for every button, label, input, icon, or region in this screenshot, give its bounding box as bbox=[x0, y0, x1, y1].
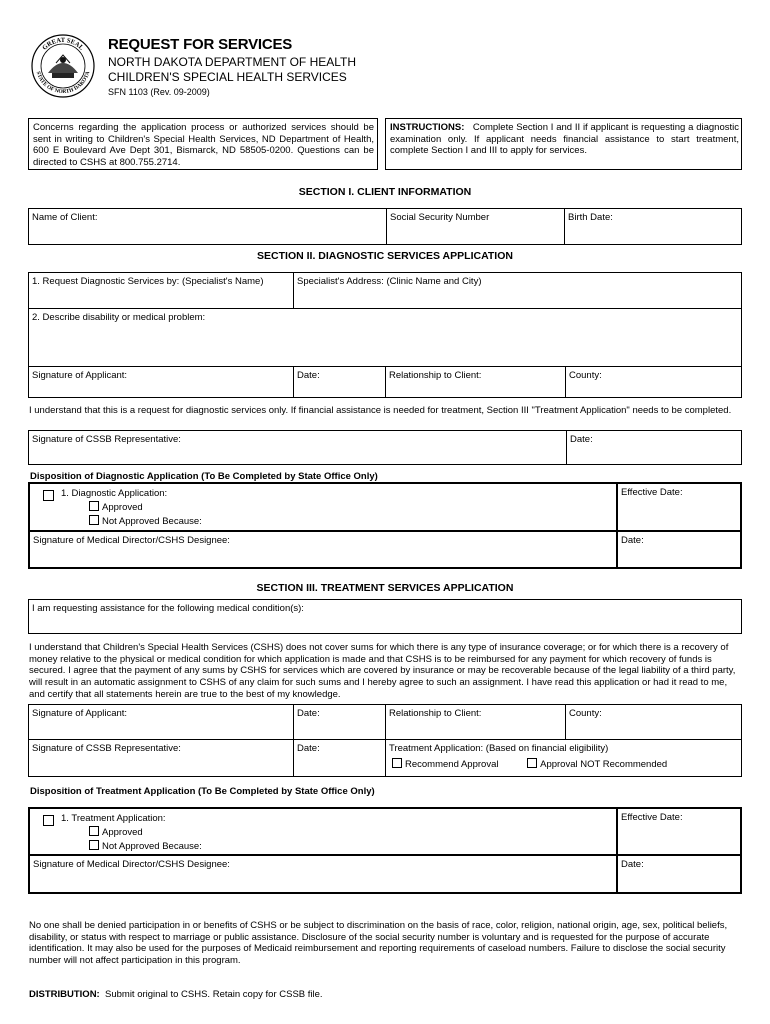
treat-not-approved-label: Not Approved Because: bbox=[102, 841, 202, 852]
distribution-line bbox=[29, 989, 743, 1001]
diag-application-checkbox[interactable] bbox=[43, 490, 54, 501]
diag-director-date-field[interactable] bbox=[616, 532, 740, 567]
department-name: NORTH DAKOTA DEPARTMENT OF HEALTH bbox=[108, 55, 357, 69]
specialist-name-field[interactable] bbox=[29, 273, 293, 308]
disp-treat-heading: Disposition of Treatment Application (To Be Completed by State Office Only) bbox=[30, 786, 375, 797]
treat-director-signature-field[interactable] bbox=[30, 856, 616, 892]
applicant-signature-label: Signature of Applicant: bbox=[32, 370, 128, 381]
treat-application-label: 1. Treatment Application: bbox=[61, 813, 166, 824]
diag-not-approved-option[interactable] bbox=[89, 515, 202, 527]
diag-director-signature-label: Signature of Medical Director/CSHS Designee: bbox=[33, 535, 230, 546]
not-recommended-label: Approval NOT Recommended bbox=[540, 759, 668, 770]
disability-label: 2. Describe disability or medical problem: bbox=[32, 312, 206, 323]
state-seal-logo bbox=[30, 33, 96, 99]
division-name: CHILDREN'S SPECIAL HEALTH SERVICES bbox=[108, 70, 347, 84]
treat-cssb-date-field[interactable] bbox=[293, 740, 385, 776]
treat-county-field[interactable] bbox=[565, 705, 741, 739]
treat-applicant-signature-field[interactable] bbox=[29, 705, 293, 739]
treat-approved-option[interactable] bbox=[89, 826, 143, 838]
instructions-box bbox=[385, 118, 742, 170]
specialist-name-label: 1. Request Diagnostic Services by: (Specialist's Name) bbox=[32, 276, 264, 287]
treat-effective-date-field[interactable] bbox=[616, 809, 740, 854]
svg-text:GREAT SEAL: GREAT SEAL bbox=[41, 36, 85, 52]
treat-applicant-date-field[interactable] bbox=[293, 705, 385, 739]
applicant-date-field[interactable] bbox=[293, 367, 385, 397]
treat-county-label: County: bbox=[569, 708, 602, 719]
ssn-field[interactable] bbox=[386, 209, 564, 244]
treatment-application-label: Treatment Application: (Based on financial eligibility) bbox=[389, 743, 609, 754]
form-title: REQUEST FOR SERVICES bbox=[108, 36, 293, 53]
medical-condition-field[interactable] bbox=[28, 599, 742, 634]
section3-heading: SECTION III. TREATMENT SERVICES APPLICATION bbox=[256, 582, 514, 594]
cssb-signature-field[interactable] bbox=[29, 431, 566, 464]
treatment-understand-text: I understand that Children's Special Health Services (CSHS) does not cover sums for which there is any type of insurance coverage; or for which there is a recovery of money relative to the physical or medical condition for which application is made and that CSHS is to be reimbursed for any payment for which recovery of funds is secured. I agree that the payment of any sums by CSHS for services which are covered by insurance or may be recoverable because of the legal liability of a third party, will result in an automatic assignment to CSHS of any claim for such sums and I hereby agree to such an assignment. I have read this application or had it read to me, and certify that all statements herein are true to the best of my knowledge. bbox=[29, 642, 736, 700]
treatment-application-field bbox=[385, 740, 741, 776]
treat-approved-label: Approved bbox=[102, 827, 143, 838]
specialist-address-field[interactable] bbox=[293, 273, 741, 308]
treat-director-date-field[interactable] bbox=[616, 856, 740, 892]
treat-not-approved-checkbox[interactable] bbox=[89, 840, 99, 850]
recommend-approval-checkbox[interactable] bbox=[392, 758, 402, 768]
concerns-text: Concerns regarding the application process or authorized services should be sent in writing to Children's Special Health Services, ND Department of Health, 600 E Boulevard Ave Dept 301, Bismarck, ND 58505-0200. Questions can be directed to CSHS at 800.755.2714. bbox=[33, 122, 374, 168]
relationship-field[interactable] bbox=[385, 367, 565, 397]
treat-cssb-signature-label: Signature of CSSB Representative: bbox=[32, 743, 181, 754]
not-recommended-option[interactable] bbox=[527, 759, 667, 770]
instructions-body: Complete Section I and II if applicant is requesting a diagnostic examination only. If applicant needs financial assistance to start treatment, complete Section I and III to apply for services. bbox=[390, 122, 739, 156]
treat-applicant-signature-label: Signature of Applicant: bbox=[32, 708, 128, 719]
svg-text:STATE OF NORTH DAKOTA: STATE OF NORTH DAKOTA bbox=[34, 70, 92, 96]
disp-treat-table bbox=[28, 807, 742, 894]
diag-approved-label: Approved bbox=[102, 502, 143, 513]
diagnostic-understand-text: I understand that this is a request for diagnostic services only. If financial assistance is needed for treatment, Section III "Treatment Application" needs to be completed. bbox=[29, 405, 732, 416]
instructions-label: INSTRUCTIONS: bbox=[390, 122, 465, 133]
diag-effective-date-field[interactable] bbox=[616, 484, 740, 530]
diag-director-signature-field[interactable] bbox=[30, 532, 616, 567]
diag-not-approved-label: Not Approved Because: bbox=[102, 516, 202, 527]
not-recommended-checkbox[interactable] bbox=[527, 758, 537, 768]
client-name-label: Name of Client: bbox=[32, 212, 98, 223]
medical-condition-label: I am requesting assistance for the following medical condition(s): bbox=[32, 603, 304, 614]
treat-effective-date-label: Effective Date: bbox=[621, 812, 683, 823]
treat-cssb-signature-field[interactable] bbox=[29, 740, 293, 776]
concerns-box bbox=[28, 118, 378, 170]
disp-diag-table bbox=[28, 482, 742, 569]
diag-application-label: 1. Diagnostic Application: bbox=[61, 488, 168, 499]
instructions-text bbox=[390, 122, 739, 157]
recommend-approval-label: Recommend Approval bbox=[405, 759, 499, 770]
applicant-date-label: Date: bbox=[297, 370, 320, 381]
treat-application-checkbox[interactable] bbox=[43, 815, 54, 826]
section2-heading: SECTION II. DIAGNOSTIC SERVICES APPLICATION bbox=[257, 250, 513, 262]
diag-approved-option[interactable] bbox=[89, 501, 143, 513]
cssb-date-label: Date: bbox=[570, 434, 593, 445]
client-name-field[interactable] bbox=[29, 209, 386, 244]
recommend-approval-option[interactable] bbox=[392, 759, 498, 770]
diagnostic-table bbox=[28, 272, 742, 398]
treat-not-approved-option[interactable] bbox=[89, 840, 202, 852]
distribution-label: DISTRIBUTION: bbox=[29, 989, 100, 1000]
relationship-label: Relationship to Client: bbox=[389, 370, 482, 381]
treat-director-signature-label: Signature of Medical Director/CSHS Designee: bbox=[33, 859, 230, 870]
distribution-text: Submit original to CSHS. Retain copy for CSSB file. bbox=[105, 989, 323, 1000]
treat-cssb-date-label: Date: bbox=[297, 743, 320, 754]
nondiscrimination-text: No one shall be denied participation in or benefits of CSHS or be subject to discrimination on the basis of race, color, religion, national origin, age, sex, political beliefs, disability, or status with respect to marriage or public assistance. Disclosure of the social security number is voluntary and is requested for the purpose of accurate identification. It may also be used for the purposes of Medicaid reimbursement and reporting requirements of caseload numbers. Failure to disclose the social security number will not affect participation in this program. bbox=[29, 920, 728, 967]
treat-relationship-field[interactable] bbox=[385, 705, 565, 739]
specialist-address-label: Specialist's Address: (Clinic Name and City) bbox=[297, 276, 482, 287]
birth-date-field[interactable] bbox=[564, 209, 741, 244]
diag-not-approved-checkbox[interactable] bbox=[89, 515, 99, 525]
cssb-signature-label: Signature of CSSB Representative: bbox=[32, 434, 181, 445]
ssn-label: Social Security Number bbox=[390, 212, 490, 223]
section1-heading: SECTION I. CLIENT INFORMATION bbox=[298, 186, 472, 198]
applicant-signature-field[interactable] bbox=[29, 367, 293, 397]
diag-effective-date-label: Effective Date: bbox=[621, 487, 683, 498]
treat-director-date-label: Date: bbox=[621, 859, 644, 870]
form-number: SFN 1103 (Rev. 09-2009) bbox=[108, 87, 210, 97]
client-info-table bbox=[28, 208, 742, 245]
diag-approved-checkbox[interactable] bbox=[89, 501, 99, 511]
county-field[interactable] bbox=[565, 367, 741, 397]
birth-date-label: Birth Date: bbox=[568, 212, 613, 223]
county-label: County: bbox=[569, 370, 602, 381]
disability-field[interactable] bbox=[29, 309, 741, 365]
treat-approved-checkbox[interactable] bbox=[89, 826, 99, 836]
treat-applicant-date-label: Date: bbox=[297, 708, 320, 719]
treat-relationship-label: Relationship to Client: bbox=[389, 708, 482, 719]
treatment-signature-table bbox=[28, 704, 742, 777]
diag-director-date-label: Date: bbox=[621, 535, 644, 546]
cssb-date-field[interactable] bbox=[566, 431, 741, 464]
cssb-signature-table bbox=[28, 430, 742, 465]
disp-diag-heading: Disposition of Diagnostic Application (To Be Completed by State Office Only) bbox=[30, 471, 378, 482]
